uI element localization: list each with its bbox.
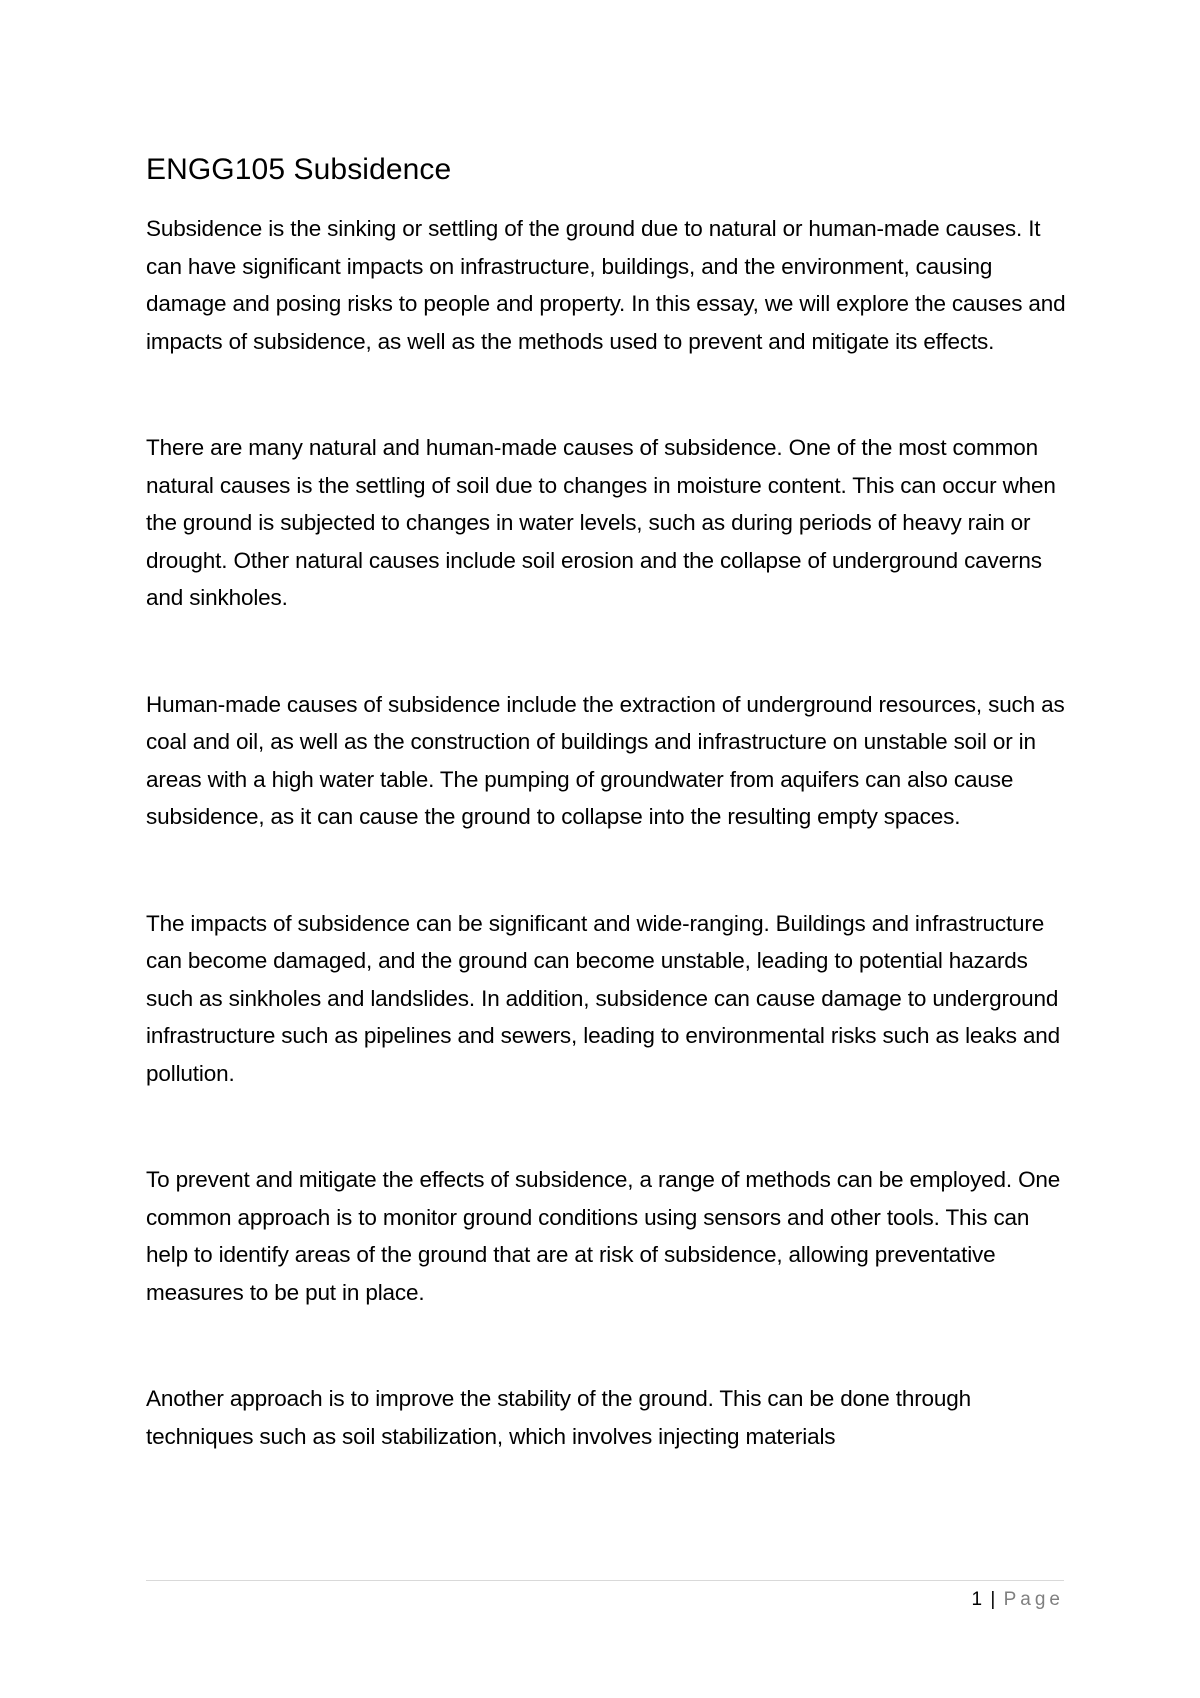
paragraph-2: There are many natural and human-made causes of subsidence. One of the most common natural causes is the settling of soil due to changes in moisture content. This can occur when the ground is subjected to changes in water levels, such as during periods of heavy rain or drought. Other natural causes include soil erosion and the collapse of underground caverns and sinkholes. xyxy=(146,435,1056,610)
footer-divider xyxy=(146,1580,1064,1581)
page-label: Page xyxy=(1003,1589,1064,1610)
page-number: 1 xyxy=(971,1589,983,1610)
paragraph-3: Human-made causes of subsidence include the extraction of underground resources, such as coal and oil, as well as the construction of buildings and infrastructure on unstable soil or in areas with a high water table. The pumping of groundwater from aquifers can also cause subsidence, as it can cause the ground to collapse into the resulting empty spaces. xyxy=(146,691,1065,829)
document-title: ENGG105 Subsidence xyxy=(146,153,452,186)
page-footer xyxy=(972,1586,1064,1614)
paragraph-1: Subsidence is the sinking or settling of the ground due to natural or human-made causes. It can have significant impacts on infrastructure, buildings, and the environment, causing damage and posing risks to people and property. In this essay, we will explore the causes and impacts of subsidence, as well as the methods used to prevent and mitigate its effects. xyxy=(146,216,1066,354)
footer-separator: | xyxy=(990,1589,996,1610)
paragraph-5: To prevent and mitigate the effects of subsidence, a range of methods can be employed. One common approach is to monitor ground conditions using sensors and other tools. This can help to identify areas of the ground that are at risk of subsidence, allowing preventative measures to be put in place. xyxy=(146,1167,1061,1305)
paragraph-4: The impacts of subsidence can be significant and wide-ranging. Buildings and infrastructure can become damaged, and the ground can become unstable, leading to potential hazards such as sinkholes and landslides. In addition, subsidence can cause damage to underground infrastructure such as pipelines and sewers, leading to environmental risks such as leaks and pollution. xyxy=(146,910,1061,1086)
document-body xyxy=(146,148,1066,1524)
paragraph-6: Another approach is to improve the stability of the ground. This can be done through techniques such as soil stabilization, which involves injecting materials xyxy=(146,1386,972,1449)
